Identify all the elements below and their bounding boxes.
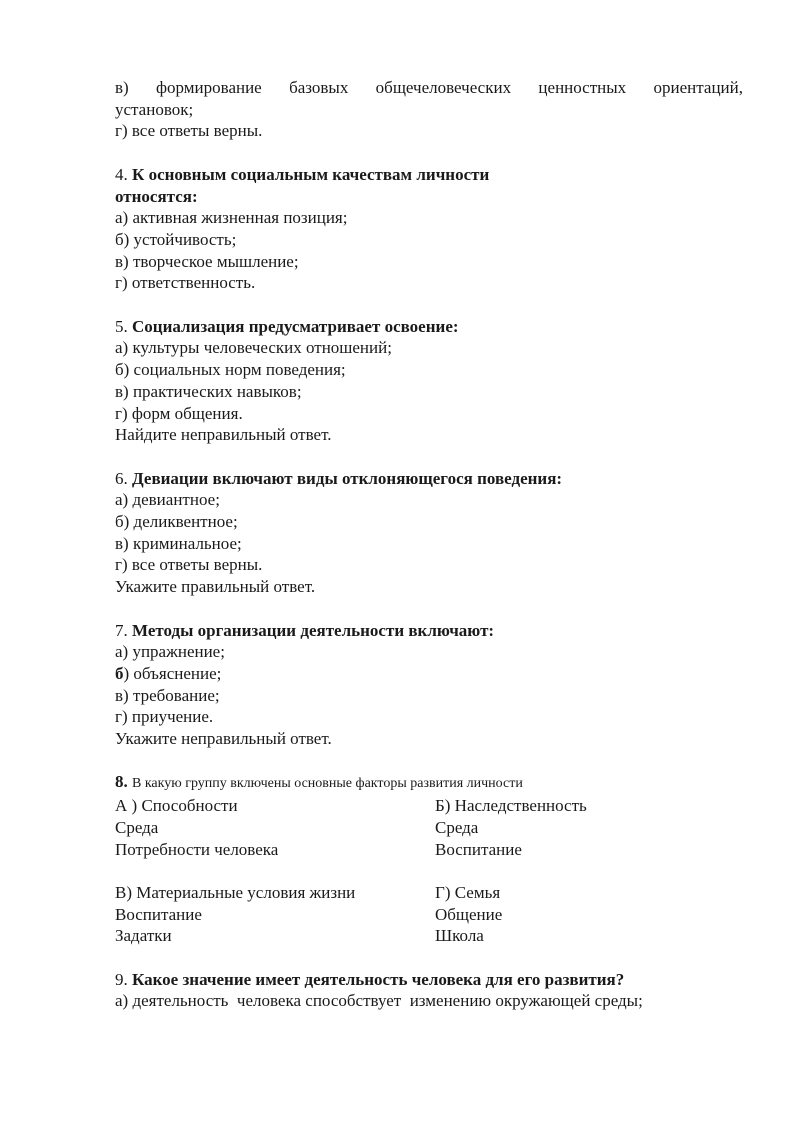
q9-title: Какое значение имеет деятельность человека для его развития? [132, 969, 625, 989]
q7-option-b-text: ) объяснение; [123, 663, 222, 683]
q3-option-c-cont: установок; [115, 99, 194, 119]
q3-option-c: в) формирование базовых общечеловеческих ценностных ориентаций, [115, 78, 743, 97]
q6-option: а) девиантное; [115, 490, 220, 510]
q8-group-item: Среда [435, 817, 479, 837]
q5-heading [115, 316, 743, 338]
q8-group-c [115, 882, 435, 947]
q4-option: а) активная жизненная позиция; [115, 208, 348, 228]
q7-number: 7. [115, 620, 128, 640]
q8-group-d [435, 882, 743, 947]
q6-option: в) криминальное; [115, 533, 242, 553]
q9-heading [115, 969, 743, 991]
q5-instruction: Найдите неправильный ответ. [115, 425, 332, 445]
q4-title-cont: относятся: [115, 186, 198, 206]
q5-option: в) практических навыков; [115, 381, 302, 401]
q6-instruction: Укажите правильный ответ. [115, 577, 316, 597]
q5-option: а) культуры человеческих отношений; [115, 338, 392, 358]
q4-number: 4. [115, 164, 128, 184]
q4-title: К основным социальным качествам личности [132, 164, 490, 184]
q8-group-item: Воспитание [435, 839, 522, 859]
q6-option: б) деликвентное; [115, 512, 238, 532]
q7-option-a: а) упражнение; [115, 642, 225, 662]
q8-group-item: В) Материальные условия жизни [115, 882, 356, 902]
q5-option: б) социальных норм поведения; [115, 360, 346, 380]
q9-number: 9. [115, 969, 128, 989]
q4-option: б) устойчивость; [115, 229, 237, 249]
q5-title: Социализация предусматривает освоение: [132, 316, 459, 336]
q7-instruction: Укажите неправильный ответ. [115, 729, 332, 749]
q6-number: 6. [115, 468, 128, 488]
q8-heading [115, 771, 743, 795]
q7-option-c: в) требование; [115, 685, 220, 705]
q8-group-item: А ) Способности [115, 796, 238, 816]
q6-heading [115, 468, 743, 490]
q7-option-b [115, 663, 743, 685]
q4-option: в) творческое мышление; [115, 251, 299, 271]
q6-title: Девиации включают виды отклоняющегося поведения: [132, 468, 563, 488]
q6-option: г) все ответы верны. [115, 555, 263, 575]
q9-option-a: а) деятельность человека способствует изменению окружающей среды; [115, 991, 643, 1011]
q8-group-item: Общение [435, 904, 503, 924]
q8-group-item: Б) Наследственность [435, 796, 587, 816]
q8-number: 8. [115, 772, 128, 792]
q4-heading [115, 164, 743, 186]
test-content [115, 77, 743, 1012]
q4-option: г) ответственность. [115, 273, 256, 293]
q7-heading [115, 620, 743, 642]
q8-title: В какую группу включены основные факторы развития личности [132, 776, 523, 792]
q7-option-b-letter: б [115, 663, 124, 683]
q5-number: 5. [115, 316, 128, 336]
q8-group-a [115, 795, 435, 860]
q8-group-item: Задатки [115, 926, 172, 946]
q7-option-d: г) приучение. [115, 707, 214, 727]
q8-group-item: Школа [435, 926, 484, 946]
q3-option-d: г) все ответы верны. [115, 121, 263, 141]
q7-title: Методы организации деятельности включают: [132, 620, 495, 640]
q8-groups-row-1 [115, 795, 743, 860]
q8-group-item: Г) Семья [435, 882, 501, 902]
q8-group-item: Воспитание [115, 904, 202, 924]
q5-option: г) форм общения. [115, 403, 243, 423]
q8-group-b [435, 795, 743, 860]
q8-group-item: Потребности человека [115, 839, 279, 859]
q8-group-item: Среда [115, 817, 159, 837]
q8-groups-row-2 [115, 882, 743, 947]
